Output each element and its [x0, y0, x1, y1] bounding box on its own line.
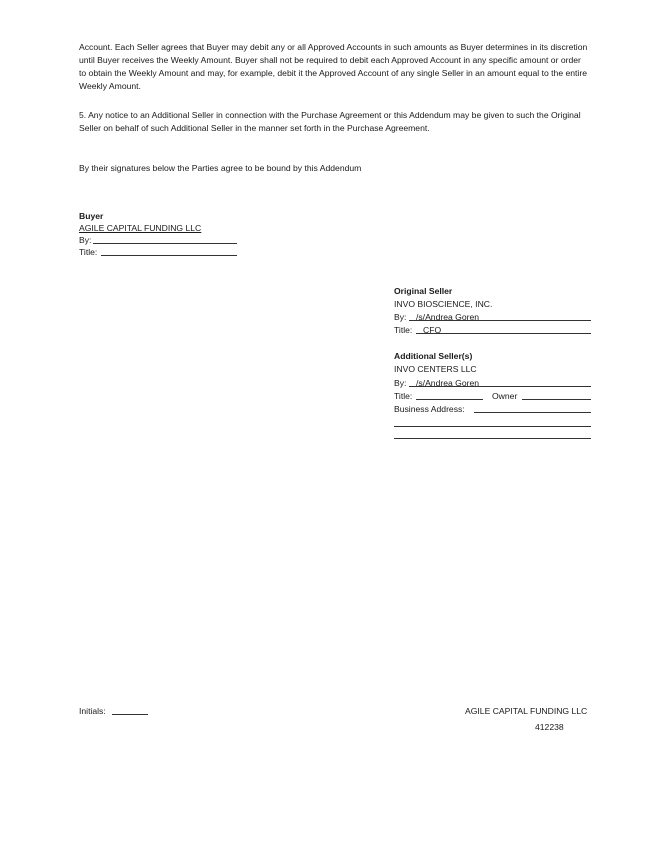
additional-seller-owner-label: Owner	[492, 391, 518, 401]
buyer-heading: Buyer	[79, 211, 104, 221]
original-seller-by-label: By:	[394, 312, 407, 322]
buyer-title-label: Title:	[79, 247, 98, 257]
buyer-by-signature-line[interactable]	[93, 243, 237, 244]
original-seller-title-label: Title:	[394, 325, 413, 335]
document-number: 412238	[535, 722, 564, 732]
business-address-line-3[interactable]	[394, 438, 591, 439]
business-address-line-1[interactable]	[474, 412, 591, 413]
signature-intro: By their signatures below the Parties agree to be bound by this Addendum	[79, 163, 362, 173]
buyer-by-label: By:	[79, 235, 92, 245]
additional-seller-owner-line[interactable]	[522, 399, 591, 400]
additional-seller-signature: /s/Andrea Goren	[416, 378, 480, 388]
footer-company: AGILE CAPITAL FUNDING LLC	[465, 706, 588, 716]
additional-seller-address-label: Business Address:	[394, 404, 465, 414]
original-seller-title-value: CFO	[423, 325, 442, 335]
additional-seller-heading: Additional Seller(s)	[394, 351, 473, 361]
business-address-line-2[interactable]	[394, 426, 591, 427]
buyer-title-line[interactable]	[101, 255, 237, 256]
original-seller-company: INVO BIOSCIENCE, INC.	[394, 299, 493, 309]
additional-seller-by-label: By:	[394, 378, 407, 388]
additional-seller-company: INVO CENTERS LLC	[394, 364, 477, 374]
initials-line[interactable]	[112, 714, 148, 715]
original-seller-heading: Original Seller	[394, 286, 453, 296]
original-seller-title-line[interactable]	[416, 333, 591, 334]
additional-seller-title-line[interactable]	[416, 399, 483, 400]
additional-seller-title-label: Title:	[394, 391, 413, 401]
paragraph-approved-accounts: Account. Each Seller agrees that Buyer may debit any or all Approved Accounts in such amounts as Buyer determines in its discretion until Buyer receives the Weekly Amount. Buyer shall not be required to debit each Approved Account in any specific amount or order to obtain the Weekly Amount and may, for example, debit it the Approved Account of any single Seller in an amount equal to the entire Weekly Amount.	[79, 42, 588, 91]
initials-label: Initials:	[79, 706, 106, 716]
original-seller-signature: /s/Andrea Goren	[416, 312, 480, 322]
paragraph-5-notice: 5. Any notice to an Additional Seller in connection with the Purchase Agreement or this Addendum may be given to such the Original Seller on behalf of such Additional Seller in the manner set forth in the Purchase Agreement.	[79, 110, 581, 133]
buyer-company: AGILE CAPITAL FUNDING LLC	[79, 223, 202, 233]
